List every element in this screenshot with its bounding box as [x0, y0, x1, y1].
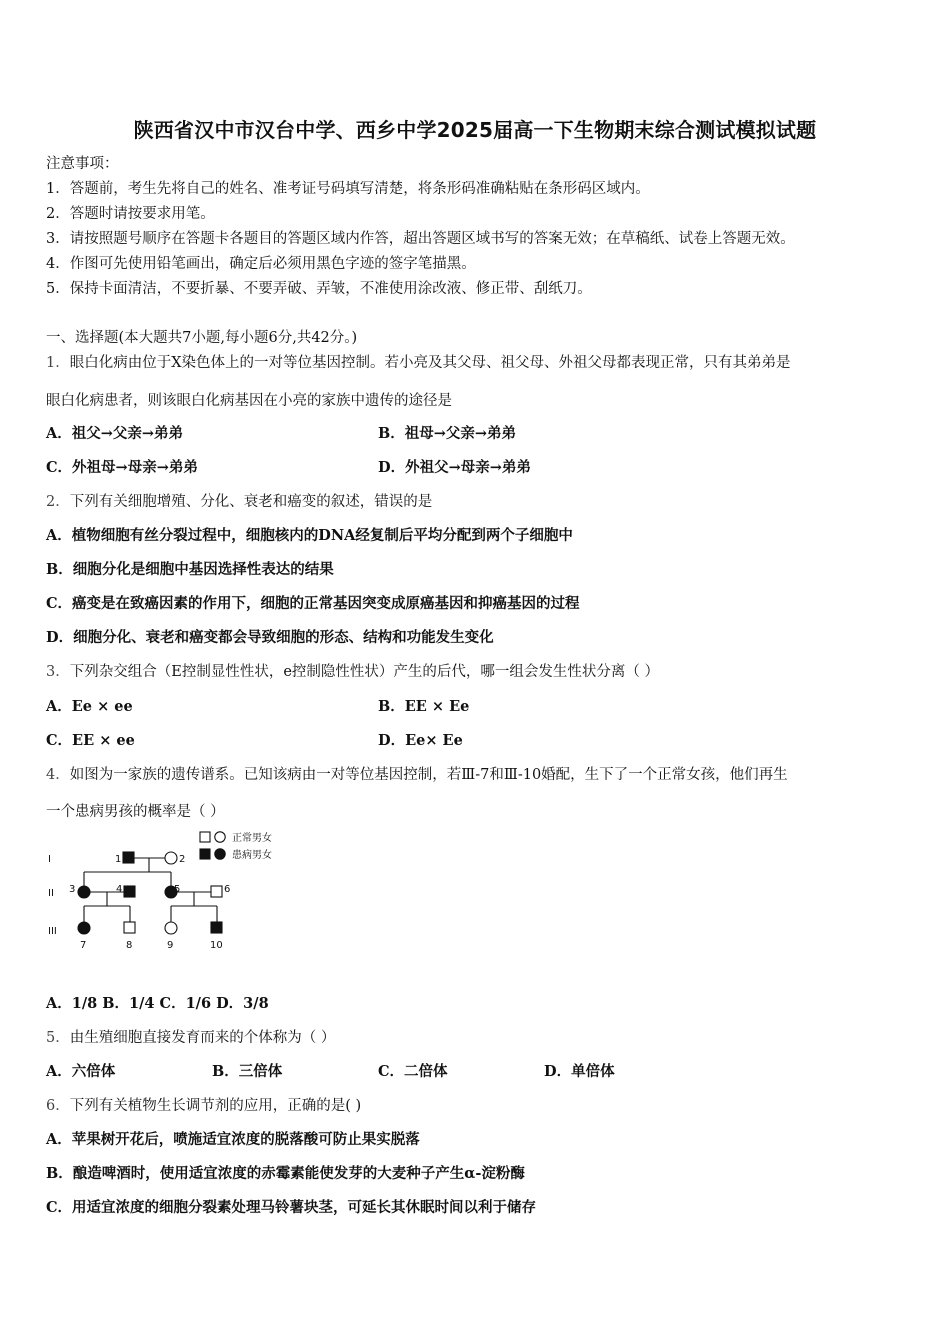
- question-1-continued: 眼白化病患者，则该眼白化病基因在小亮的家族中遗传的途径是: [46, 393, 452, 409]
- individual-4: [124, 886, 135, 897]
- notes-header: 注意事项：: [46, 156, 119, 172]
- individual-2: [165, 852, 177, 864]
- legend-affected-label: 患病男女: [232, 850, 272, 861]
- individual-label: 5: [174, 884, 181, 895]
- individual-1: [123, 852, 134, 863]
- option-c[interactable]: C．二倍体: [378, 1063, 448, 1080]
- legend-affected-male: [200, 849, 210, 859]
- option-a[interactable]: A．苹果树开花后，喷施适宜浓度的脱落酸可防止果实脱落: [46, 1131, 420, 1148]
- option-c[interactable]: C．EE × ee: [46, 732, 135, 749]
- question-text: 眼白化病由位于X染色体上的一对等位基因控制。若小亮及其父母、祖父母、外祖父母都表现正常，只有其弟弟是: [69, 355, 791, 371]
- question-5: [46, 1026, 335, 1047]
- question-number: 5．: [46, 1030, 70, 1046]
- question-number: 3．: [46, 664, 70, 680]
- option-d[interactable]: D．细胞分化、衰老和癌变都会导致细胞的形态、结构和功能发生变化: [46, 629, 494, 646]
- note-item-4: 4．作图可先使用铅笔画出，确定后必须用黑色字迹的签字笔描黑。: [46, 256, 476, 272]
- question-number: 6．: [46, 1098, 70, 1114]
- legend-normal-male: [200, 832, 210, 842]
- individual-10: [211, 922, 222, 933]
- question-text: 下列杂交组合（E控制显性性状，e控制隐性性状）产生的后代，哪一组会发生性状分离（ ）: [69, 664, 660, 680]
- question-number: 1．: [46, 355, 70, 371]
- option-c[interactable]: C．癌变是在致癌因素的作用下，细胞的正常基因突变成原癌基因和抑癌基因的过程: [46, 595, 580, 612]
- individual-label: 6: [224, 884, 231, 895]
- legend-normal-label: 正常男女: [232, 833, 272, 844]
- individual-label: 3: [69, 884, 76, 895]
- individual-7: [78, 922, 90, 934]
- question-text: 下列有关细胞增殖、分化、衰老和癌变的叙述，错误的是: [69, 494, 433, 510]
- option-d[interactable]: D．单倍体: [544, 1063, 615, 1080]
- option-a[interactable]: A．Ee × ee: [46, 698, 133, 715]
- note-item-2: 2．答题时请按要求用笔。: [46, 206, 215, 222]
- individual-label: 10: [210, 940, 223, 951]
- option-a[interactable]: A．六倍体: [46, 1063, 116, 1080]
- question-text: 由生殖细胞直接发育而来的个体称为（ ）: [69, 1030, 336, 1046]
- individual-label: 7: [80, 940, 87, 951]
- question-3: [46, 660, 659, 681]
- option-b[interactable]: B．祖母→父亲→弟弟: [378, 425, 517, 442]
- question-number: 2．: [46, 494, 70, 510]
- generation-label: III: [48, 926, 57, 937]
- option-c[interactable]: C．外祖母→母亲→弟弟: [46, 459, 198, 476]
- question-1: [46, 351, 791, 372]
- question-4: [46, 763, 788, 784]
- generation-label: II: [48, 888, 54, 899]
- note-item-5: 5．保持卡面清洁，不要折暴、不要弄破、弄皱，不准使用涂改液、修正带、刮纸刀。: [46, 281, 592, 297]
- option-d[interactable]: D．外祖父→母亲→弟弟: [378, 459, 531, 476]
- legend-affected-female: [215, 849, 225, 859]
- option-b[interactable]: B．细胞分化是细胞中基因选择性表达的结果: [46, 561, 334, 578]
- question-number: 4．: [46, 767, 70, 783]
- individual-9: [165, 922, 177, 934]
- option-c[interactable]: C．用适宜浓度的细胞分裂素处理马铃薯块茎，可延长其休眠时间以利于储存: [46, 1199, 537, 1216]
- generation-label: I: [48, 854, 51, 865]
- note-item-1: 1．答题前，考生先将自己的姓名、准考证号码填写清楚，将条形码准确粘贴在条形码区域内。: [46, 181, 650, 197]
- question-4-continued: 一个患病男孩的概率是（ ）: [46, 804, 225, 820]
- individual-8: [124, 922, 135, 933]
- individual-label: 2: [179, 854, 186, 865]
- section-heading: 一、选择题(本大题共7小题,每小题6分,共42分。): [46, 330, 358, 346]
- question-2: [46, 490, 432, 511]
- individual-label: 1: [115, 854, 122, 865]
- individual-3: [78, 886, 90, 898]
- note-item-3: 3．请按照题号顺序在答题卡各题目的答题区域内作答，超出答题区域书写的答案无效；在草稿纸、试卷上答题无效。: [46, 231, 795, 247]
- option-row[interactable]: A．1/8 B．1/4 C．1/6 D．3/8: [46, 995, 269, 1012]
- option-b[interactable]: B．酿造啤酒时，使用适宜浓度的赤霉素能使发芽的大麦种子产生α-淀粉酶: [46, 1165, 525, 1182]
- legend-normal-female: [215, 832, 225, 842]
- individual-label: 8: [126, 940, 133, 951]
- page-title: 陕西省汉中市汉台中学、西乡中学2025届高一下生物期末综合测试模拟试题: [133, 118, 817, 142]
- question-text: 如图为一家族的遗传谱系。已知该病由一对等位基因控制，若Ⅲ-7和Ⅲ-10婚配，生下了一个正常女孩，他们再生: [69, 767, 788, 783]
- pedigree-chart: [44, 826, 294, 960]
- question-text: 下列有关植物生长调节剂的应用，正确的是( ): [69, 1098, 362, 1114]
- option-b[interactable]: B．三倍体: [212, 1063, 283, 1080]
- option-a[interactable]: A．祖父→父亲→弟弟: [46, 425, 184, 442]
- individual-label: 4: [116, 884, 123, 895]
- individual-label: 9: [167, 940, 174, 951]
- option-b[interactable]: B．EE × Ee: [378, 698, 470, 715]
- question-6: [46, 1094, 361, 1115]
- individual-6: [211, 886, 222, 897]
- option-d[interactable]: D．Ee× Ee: [378, 732, 463, 749]
- option-a[interactable]: A．植物细胞有丝分裂过程中，细胞核内的DNA经复制后平均分配到两个子细胞中: [46, 527, 573, 544]
